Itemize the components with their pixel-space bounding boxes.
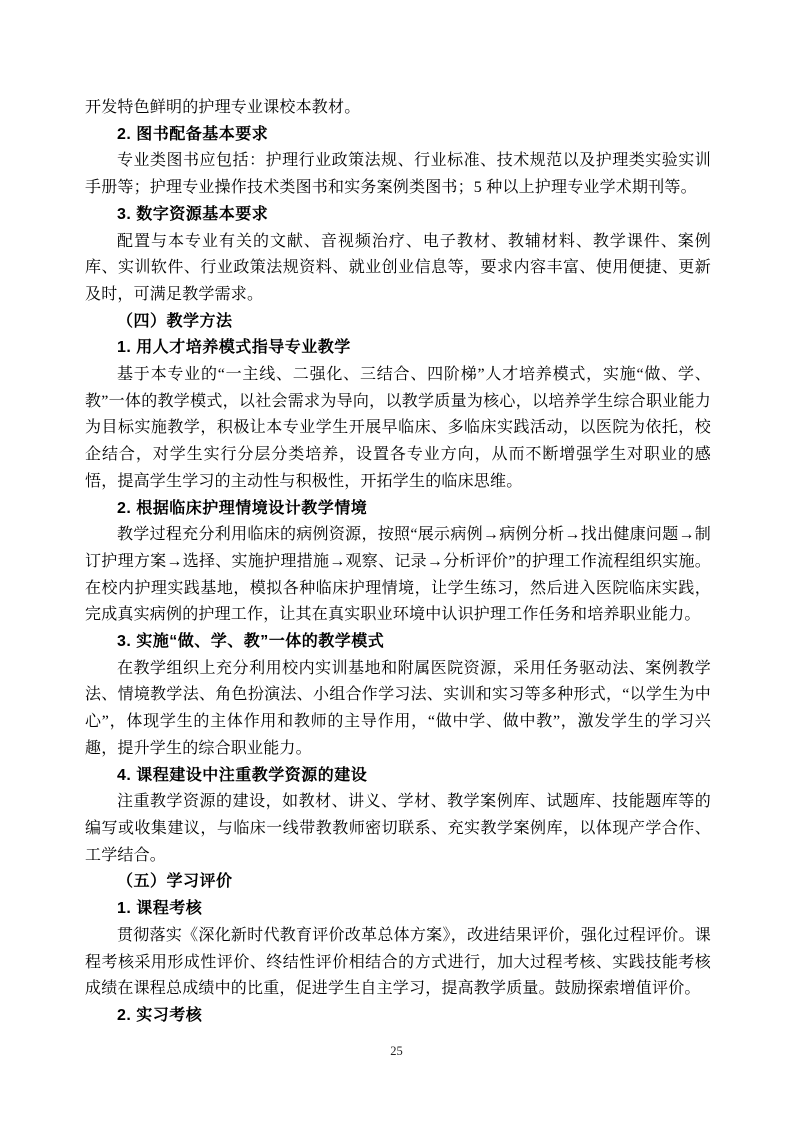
para-do-learn-teach-model: 在教学组织上充分利用校内实训基地和附属医院资源，采用任务驱动法、案例教学法、情境教学法、角色扮演法、小组合作学习法、实训和实习等多种形式，“以学生为中心”，体现学生的主体作用和教师的主导作用，“做中学、做中教”，激发学生的学习兴趣，提升学生的综合职业能力。: [85, 659, 711, 757]
heading-talent-training-model: 1. 用人才培养模式指导专业教学: [117, 339, 351, 357]
para-continuation-textbook-development: 开发特色鲜明的护理专业课校本教材。: [85, 99, 361, 116]
heading-internship-assessment: 2. 实习考核: [117, 1006, 203, 1024]
para-clinical-scenario-design: 教学过程充分利用临床的病例资源，按照“展示病例→病例分析→找出健康问题→制订护理方案→选择、实施护理措施→观察、记录→分析评价”的护理工作流程组织实施。在校内护理实践基地，模拟各种临床护理情境，让学生练习，然后进入医院临床实践，完成真实病例的护理工作，让其在真实职业环境中认识护理工作任务和培养职业能力。: [85, 526, 711, 624]
heading-do-learn-teach-model: 3. 实施“做、学、教”一体的教学模式: [117, 633, 385, 651]
section-heading-teaching-methods: （四）教学方法: [117, 312, 233, 330]
para-course-assessment: 贯彻落实《深化新时代教育评价改革总体方案》，改进结果评价，强化过程评价。课程考核采用形成性评价、终结性评价相结合的方式进行，加大过程考核、实践技能考核成绩在课程总成绩中的比重，促进学生自主学习，提高教学质量。鼓励探索增值评价。: [85, 926, 711, 998]
para-book-requirements: 专业类图书应包括：护理行业政策法规、行业标准、技术规范以及护理类实验实训手册等；护理专业操作技术类图书和实务案例类图书；5 种以上护理专业学术期刊等。: [85, 152, 711, 197]
heading-course-assessment: 1. 课程考核: [117, 900, 203, 918]
heading-clinical-scenario-design: 2. 根据临床护理情境设计教学情境: [117, 499, 368, 517]
para-course-resource-building: 注重教学资源的建设，如教材、讲义、学材、教学案例库、试题库、技能题库等的编写或收集建议，与临床一线带教教师密切联系、充实教学案例库，以体现产学合作、工学结合。: [85, 793, 711, 864]
para-digital-resources: 配置与本专业有关的文献、音视频治疗、电子教材、教辅材料、教学课件、案例库、实训软件、行业政策法规资料、就业创业信息等，要求内容丰富、使用便捷、更新及时，可满足教学需求。: [85, 232, 711, 303]
heading-digital-resources: 3. 数字资源基本要求: [117, 205, 269, 223]
para-talent-training-model: 基于本专业的“一主线、二强化、三结合、四阶梯”人才培养模式，实施“做、学、教”一体的教学模式，以社会需求为导向，以教学质量为核心，以培养学生综合职业能力为目标实施教学，积极让本专业学生开展早临床、多临床实践活动，以医院为依托，校企结合，对学生实行分层分类培养，设置各专业方向，从而不断增强学生对职业的感悟，提高学生学习的主动性与积极性，开拓学生的临床思维。: [85, 366, 711, 490]
document-body: [85, 95, 711, 1030]
page-number: 25: [390, 1044, 403, 1058]
section-heading-learning-evaluation: （五）学习评价: [117, 873, 233, 891]
heading-book-requirements: 2. 图书配备基本要求: [117, 125, 269, 143]
heading-course-resource-building: 4. 课程建设中注重教学资源的建设: [117, 766, 368, 784]
